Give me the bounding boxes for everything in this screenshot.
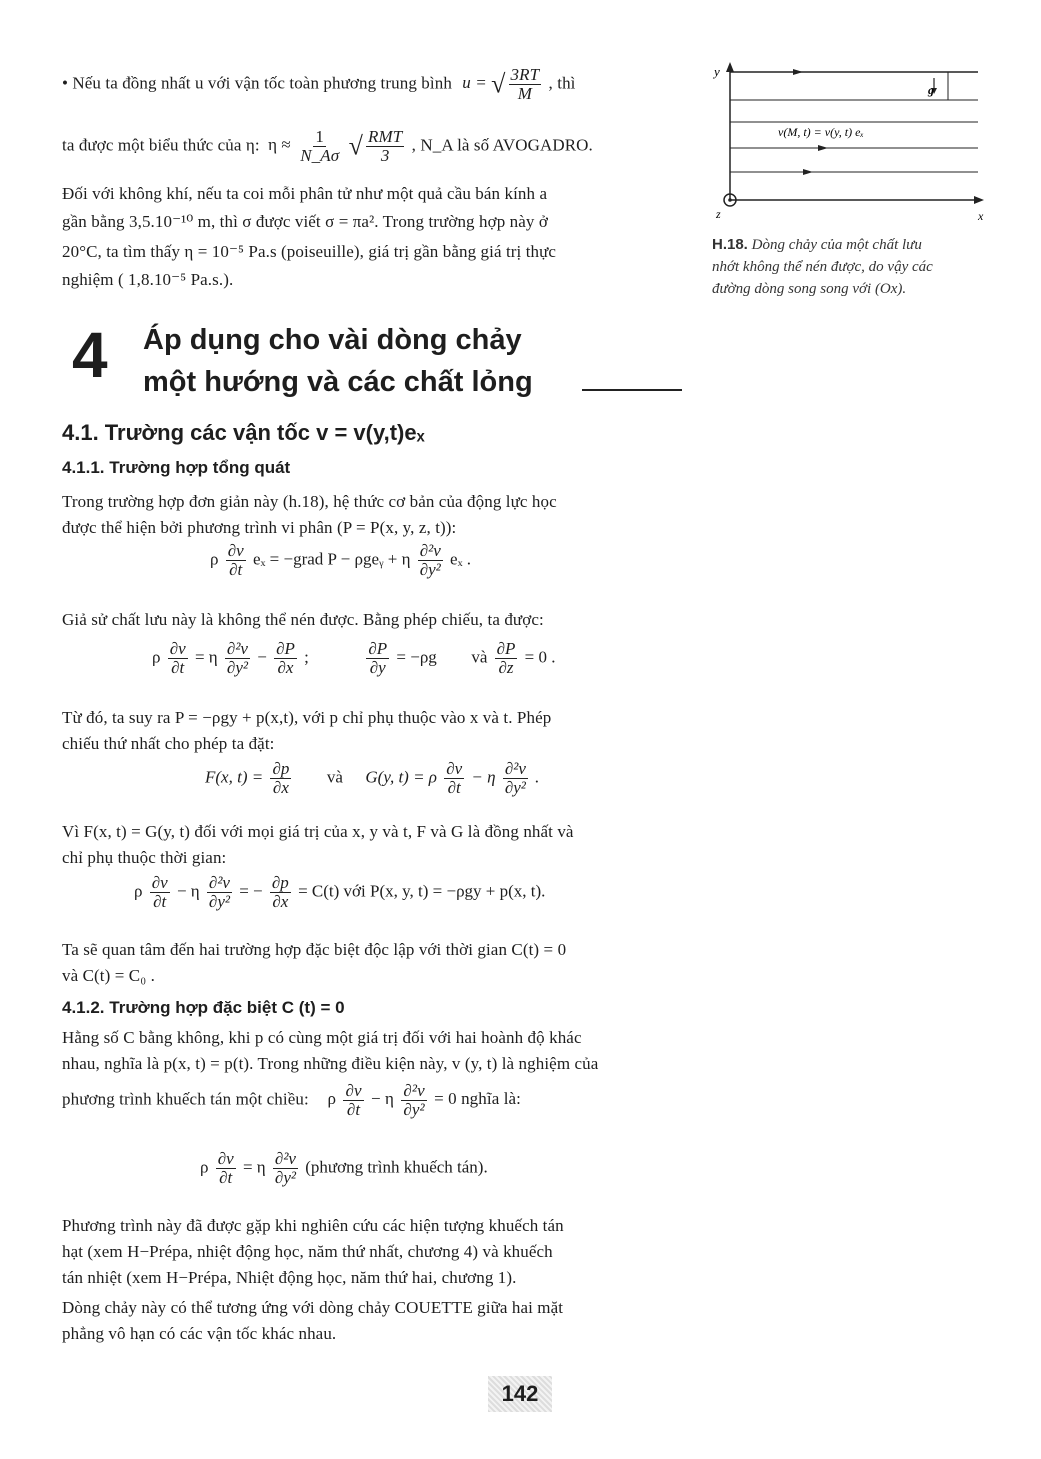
intro-line-5: 20°C, ta tìm thấy η = 10⁻⁵ Pa.s (poiseuille), giá trị gần bằng giá trị thực: [62, 242, 557, 261]
z-axis-label: z: [716, 207, 721, 221]
equation-3: F(x, t) = $\frac{\partial p}{\partial x}$ và G(y, t) = ρ $\frac{\partial v}{\partial t}$ − η $\frac{\text{∂²v}}{\text{∂y²}}$ .: [205, 759, 540, 797]
equation-1: ρ $\frac{\partial v}{\partial t}$ eₓ = −grad P − ρgeᵧ + η $\frac{\text{∂²v}}{\text{∂y²}}$ eₓ .: [210, 541, 472, 579]
s412-line-4: Phương trình này đã được gặp khi nghiên cứu các hiện tượng khuếch tán: [62, 1216, 564, 1235]
equation-2: ρ $\frac{\partial v}{\partial t}$ = η $\frac{\text{∂²v}}{\text{∂y²}}$ − $\frac{\partial P}{\partial x}$ ; $\frac{\partial P}{\partial y}$ = −ρg và $\frac{\partial P}{\partial z}$ = 0 .: [152, 639, 556, 677]
s412-line-6: tán nhiệt (xem H−Prépa, Nhiệt động học, năm thứ hai, chương 1).: [62, 1268, 517, 1287]
equation-6: ρ $\frac{\partial v}{\partial t}$ = η $\frac{\text{∂²v}}{\text{∂y²}}$ (phương trình khuếch tán).: [200, 1149, 488, 1187]
y-axis-arrow: [726, 62, 734, 72]
gravity-label: g: [928, 83, 934, 97]
intro-line-4: gần bằng 3,5.10⁻¹⁰ m, thì σ được viết σ = πa². Trong trường hợp này ở: [62, 212, 548, 231]
chapter-title-line-2: một hướng và các chất lỏng: [143, 366, 533, 398]
s412-line-5: hạt (xem H−Prépa, nhiệt động học, năm thứ nhất, chương 4) và khuếch: [62, 1242, 553, 1261]
intro-line-1: • Nếu ta đồng nhất u với vận tốc toàn phương trung bình u = √ $\frac{3RT}{M}$ , thì: [62, 65, 576, 103]
x-axis-arrow: [974, 196, 984, 204]
s412-line-8: phẳng vô hạn có các vận tốc khác nhau.: [62, 1324, 337, 1343]
s411-line-9: và C(t) = C₀ .: [62, 966, 155, 985]
chapter-number: 4: [72, 319, 108, 391]
s411-line-8: Ta sẽ quan tâm đến hai trường hợp đặc biệt độc lập với thời gian C(t) = 0: [62, 940, 567, 959]
section-4-1-2-title: 4.1.2. Trường hợp đặc biệt C (t) = 0: [62, 998, 345, 1017]
chapter-rule: [582, 389, 682, 391]
s411-line-3: Giả sử chất lưu này là không thể nén được. Bằng phép chiếu, ta được:: [62, 610, 544, 629]
y-axis-label: y: [714, 64, 720, 79]
figure-caption: H.18. Dòng chảy của một chất lưu nhớt không thể nén được, do vậy các đường dòng song song với (Ox).: [712, 236, 933, 297]
section-4-1-1-title: 4.1.1. Trường hợp tổng quát: [62, 458, 291, 477]
velocity-label: v(M, t) = v(y, t) eₓ: [778, 125, 864, 139]
s411-line-2: được thể hiện bởi phương trình vi phân (P = P(x, y, z, t)):: [62, 518, 457, 537]
s411-line-6: Vì F(x, t) = G(y, t) đối với mọi giá trị của x, y và t, F và G là đồng nhất và: [62, 822, 574, 841]
x-axis-label: x: [978, 209, 984, 223]
intro-line-3: Đối với không khí, nếu ta coi mỗi phân tử như một quả cầu bán kính a: [62, 184, 548, 203]
s412-line-3: phương trình khuếch tán một chiều: ρ $\frac{\partial v}{\partial t}$ − η $\frac{\text{∂²v}}{\text{∂y²}}$ = 0 nghĩa là:: [62, 1081, 521, 1119]
intro-line-2: ta được một biểu thức của η: η ≈ $\frac{1}{N\_A\sigma}$ √ $\frac{\text{RMT}}{3}$ , N_A là số AVOGADRO.: [62, 127, 593, 165]
page-number: 142: [488, 1376, 552, 1412]
s411-line-7: chỉ phụ thuộc thời gian:: [62, 848, 227, 867]
s411-line-4: Từ đó, ta suy ra P = −ρgy + p(x,t), với p chỉ phụ thuộc vào x và t. Phép: [62, 708, 552, 727]
chapter-title-line-1: Áp dụng cho vài dòng chảy: [143, 324, 522, 356]
s412-line-2: nhau, nghĩa là p(x, t) = p(t). Trong những điều kiện này, v (y, t) là nghiệm của: [62, 1054, 599, 1073]
equation-5: ρ $\frac{\partial v}{\partial t}$ − η $\frac{\text{∂²v}}{\text{∂y²}}$ = 0 nghĩa là:: [327, 1081, 521, 1119]
s411-line-5: chiếu thứ nhất cho phép ta đặt:: [62, 734, 275, 753]
intro-line-6: nghiệm ( 1,8.10⁻⁵ Pa.s.).: [62, 270, 234, 289]
s412-line-7: Dòng chảy này có thể tương ứng với dòng chảy COUETTE giữa hai mặt: [62, 1298, 564, 1317]
equation-4: ρ $\frac{\partial v}{\partial t}$ − η $\frac{\text{∂²v}}{\text{∂y²}}$ = − $\frac{\partial p}{\partial x}$ = C(t) với P(x, y, t) = −ρgy + p(x, t).: [134, 873, 546, 911]
s412-line-1: Hằng số C bằng không, khi p có cùng một giá trị đối với hai hoành độ khác: [62, 1028, 582, 1047]
s411-line-1: Trong trường hợp đơn giản này (h.18), hệ thức cơ bản của động lực học: [62, 492, 557, 511]
section-4-1-title: 4.1. Trường các vận tốc v = v(y,t)eₓ: [62, 420, 425, 445]
figure-h18: [708, 60, 998, 230]
